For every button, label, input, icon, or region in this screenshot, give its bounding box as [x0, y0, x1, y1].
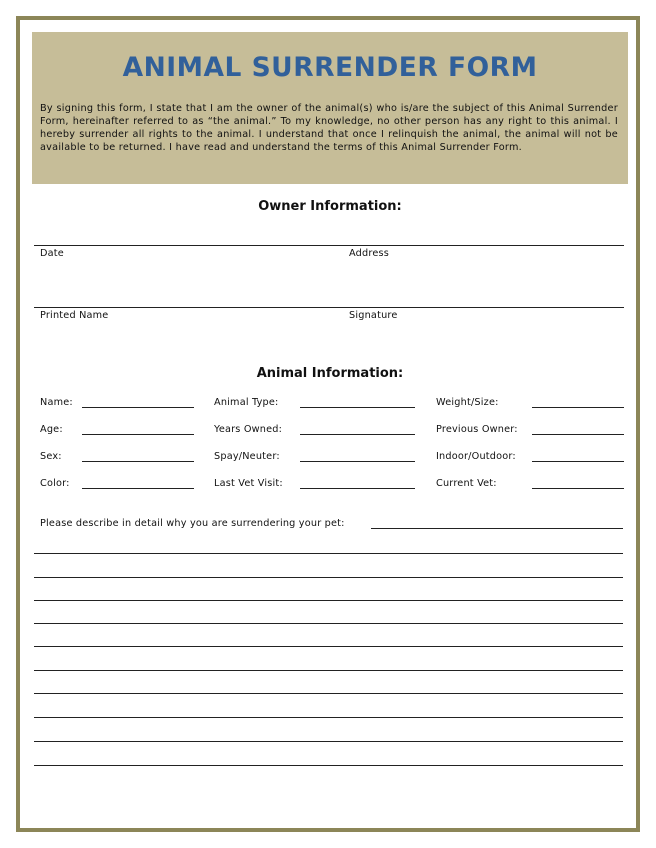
- reason-line[interactable]: [34, 670, 623, 671]
- animal-info-heading: Animal Information:: [256, 366, 404, 381]
- current-vet-label: Current Vet:: [436, 478, 497, 489]
- spay-neuter-label: Spay/Neuter:: [214, 451, 280, 462]
- indoor-outdoor-field[interactable]: [532, 461, 624, 462]
- previous-owner-field[interactable]: [532, 434, 624, 435]
- color-label: Color:: [40, 478, 70, 489]
- animal-type-label: Animal Type:: [214, 397, 279, 408]
- address-label: Address: [349, 248, 389, 259]
- current-vet-field[interactable]: [532, 488, 624, 489]
- reason-line[interactable]: [34, 600, 623, 601]
- reason-line[interactable]: [34, 623, 623, 624]
- sex-field[interactable]: [82, 461, 194, 462]
- reason-line[interactable]: [34, 765, 623, 766]
- previous-owner-label: Previous Owner:: [436, 424, 518, 435]
- animal-type-field[interactable]: [300, 407, 415, 408]
- name-signature-line[interactable]: [34, 307, 624, 308]
- signature-label: Signature: [349, 310, 398, 321]
- reason-line[interactable]: [34, 741, 623, 742]
- reason-label: Please describe in detail why you are surrendering your pet:: [40, 518, 345, 529]
- name-field[interactable]: [82, 407, 194, 408]
- age-label: Age:: [40, 424, 63, 435]
- form-header: [32, 32, 628, 184]
- color-field[interactable]: [82, 488, 194, 489]
- years-owned-field[interactable]: [300, 434, 415, 435]
- sex-label: Sex:: [40, 451, 62, 462]
- reason-line[interactable]: [34, 577, 623, 578]
- spay-neuter-field[interactable]: [300, 461, 415, 462]
- weight-size-field[interactable]: [532, 407, 624, 408]
- name-label: Name:: [40, 397, 73, 408]
- indoor-outdoor-label: Indoor/Outdoor:: [436, 451, 516, 462]
- printed-name-label: Printed Name: [40, 310, 109, 321]
- form-title: ANIMAL SURRENDER FORM: [122, 52, 538, 83]
- last-vet-visit-field[interactable]: [300, 488, 415, 489]
- date-address-line[interactable]: [34, 245, 624, 246]
- reason-line[interactable]: [34, 646, 623, 647]
- reason-line[interactable]: [34, 553, 623, 554]
- owner-info-heading: Owner Information:: [258, 199, 402, 214]
- age-field[interactable]: [82, 434, 194, 435]
- weight-size-label: Weight/Size:: [436, 397, 499, 408]
- reason-line[interactable]: [34, 717, 623, 718]
- reason-field-first-line[interactable]: [371, 528, 623, 529]
- reason-line[interactable]: [34, 693, 623, 694]
- last-vet-visit-label: Last Vet Visit:: [214, 478, 283, 489]
- years-owned-label: Years Owned:: [214, 424, 283, 435]
- date-label: Date: [40, 248, 64, 259]
- intro-text: By signing this form, I state that I am the owner of the animal(s) who is/are the subject of this Animal Surrender Form, hereinafter referred to as “the animal.” To my knowledge, no other person has any right to this animal. I hereby surrender all rights to the animal. I understand that once I relinquish the animal, the animal will not be available to be returned. I have read and understand the terms of this Animal Surrender Form.: [40, 103, 618, 153]
